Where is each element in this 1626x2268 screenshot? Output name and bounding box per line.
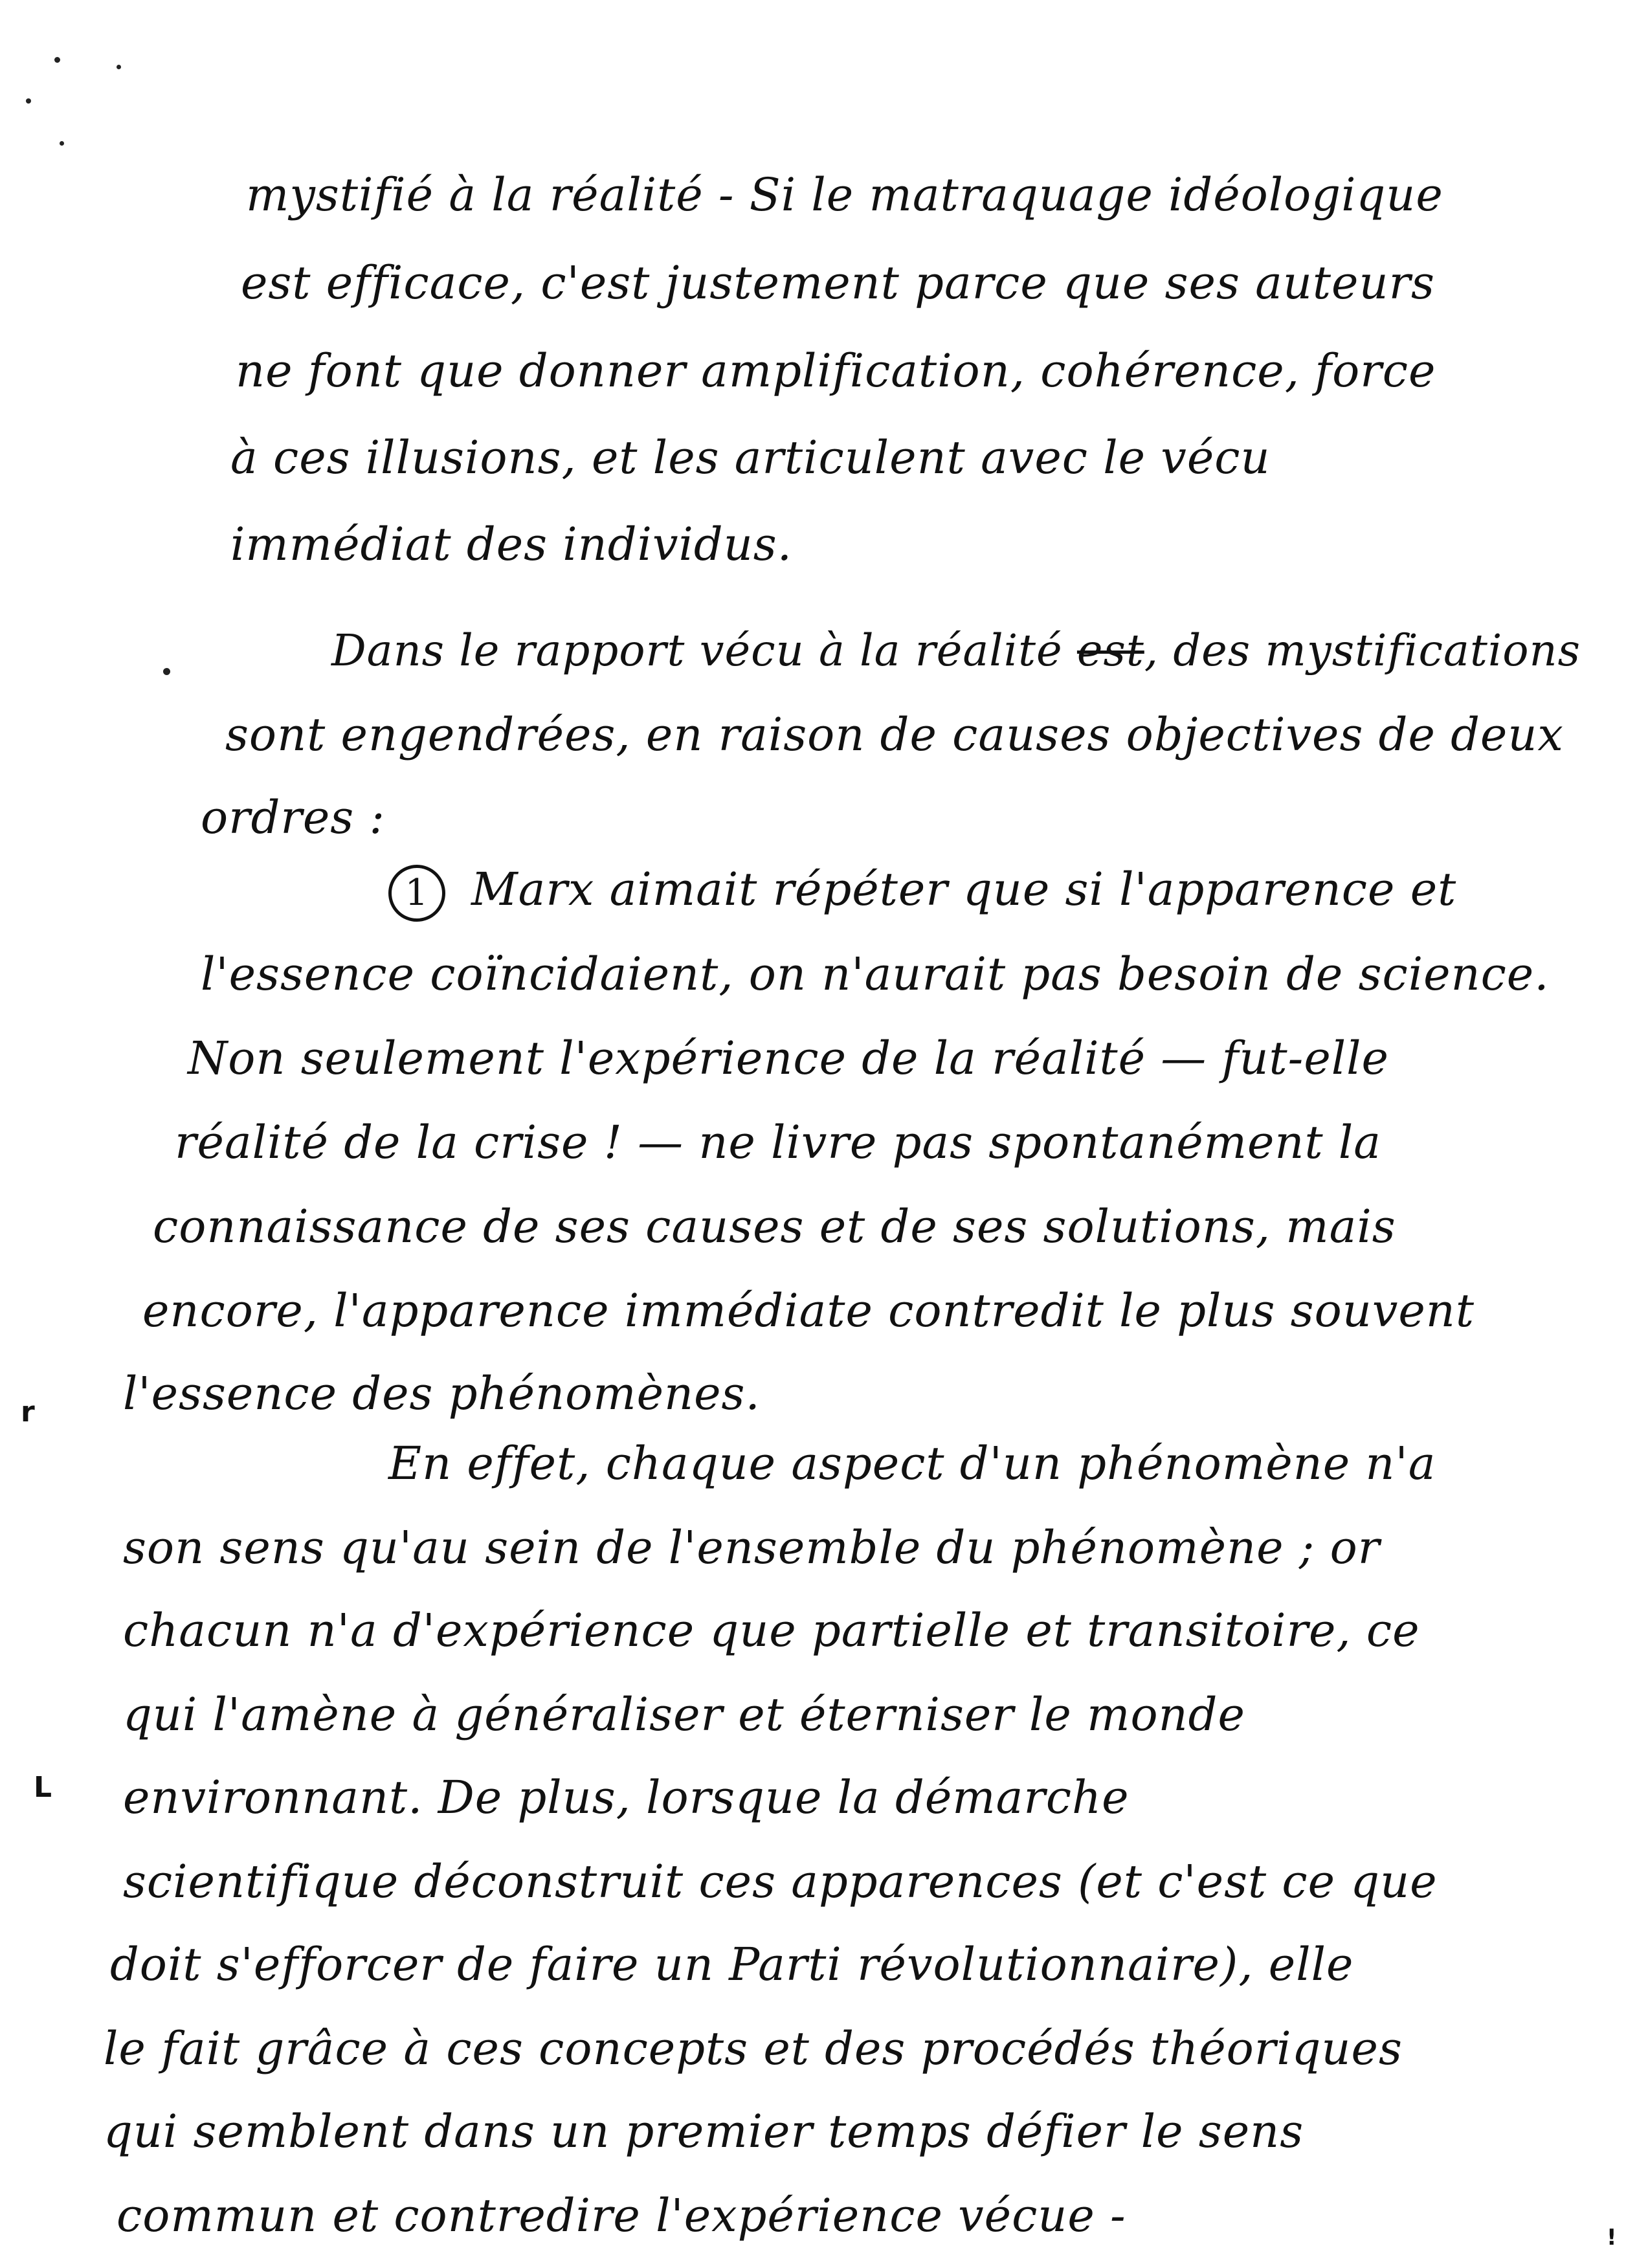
scan-speck xyxy=(163,668,170,675)
text-line: mystifié à la réalité - Si le matraquage idéologique xyxy=(246,168,1443,221)
struck-word: est xyxy=(1076,625,1144,676)
text-line: immédiat des individus. xyxy=(230,518,792,571)
text-line-part: Marx aimait répéter que si l'apparence et xyxy=(471,863,1457,916)
margin-mark: L xyxy=(34,1771,52,1804)
text-line: scientifique déconstruit ces apparences (et c'est ce que xyxy=(123,1855,1438,1908)
text-line-part: , des mystifications xyxy=(1144,625,1581,676)
text-line: Non seulement l'expérience de la réalité — fut-elle xyxy=(188,1032,1389,1085)
text-line xyxy=(331,625,1581,676)
item-number: 1 xyxy=(388,865,445,922)
text-line: qui semblent dans un premier temps défier le sens xyxy=(104,2105,1304,2158)
text-line: le fait grâce à ces concepts et des procédés théoriques xyxy=(104,2022,1403,2075)
text-line: doit s'efforcer de faire un Parti révolutionnaire), elle xyxy=(110,1938,1354,1991)
text-line: l'essence coïncidaient, on n'aurait pas besoin de science. xyxy=(201,948,1550,1001)
text-line: encore, l'apparence immédiate contredit le plus souvent xyxy=(142,1284,1475,1337)
text-line: qui l'amène à généraliser et éterniser le monde xyxy=(123,1688,1245,1741)
text-line: commun et contredire l'expérience vécue - xyxy=(117,2189,1126,2242)
scan-speck xyxy=(117,65,121,69)
text-line: sont engendrées, en raison de causes objectives de deux xyxy=(225,708,1564,761)
margin-mark: r xyxy=(21,1395,35,1429)
text-line-part: Dans le rapport vécu à la réalité xyxy=(331,625,1077,676)
scan-speck xyxy=(54,57,60,63)
text-line xyxy=(388,865,1456,922)
text-line: ne font que donner amplification, cohérence, force xyxy=(236,344,1436,397)
text-line: réalité de la crise ! — ne livre pas spontanément la xyxy=(175,1116,1382,1169)
text-line: ordres : xyxy=(201,791,386,844)
scan-speck xyxy=(26,98,31,104)
text-line: son sens qu'au sein de l'ensemble du phénomène ; or xyxy=(123,1521,1381,1574)
text-line: connaissance de ses causes et de ses solutions, mais xyxy=(153,1200,1396,1253)
scan-speck xyxy=(60,141,64,146)
text-line: environnant. De plus, lorsque la démarche xyxy=(123,1771,1130,1824)
margin-mark: ! xyxy=(1607,2225,1617,2251)
text-line: à ces illusions, et les articulent avec le vécu xyxy=(230,431,1271,484)
text-line: l'essence des phénomènes. xyxy=(123,1367,761,1420)
text-line: est efficace, c'est justement parce que ses auteurs xyxy=(241,256,1435,309)
text-line: En effet, chaque aspect d'un phénomène n'a xyxy=(388,1437,1436,1490)
text-line: chacun n'a d'expérience que partielle et transitoire, ce xyxy=(123,1604,1420,1657)
